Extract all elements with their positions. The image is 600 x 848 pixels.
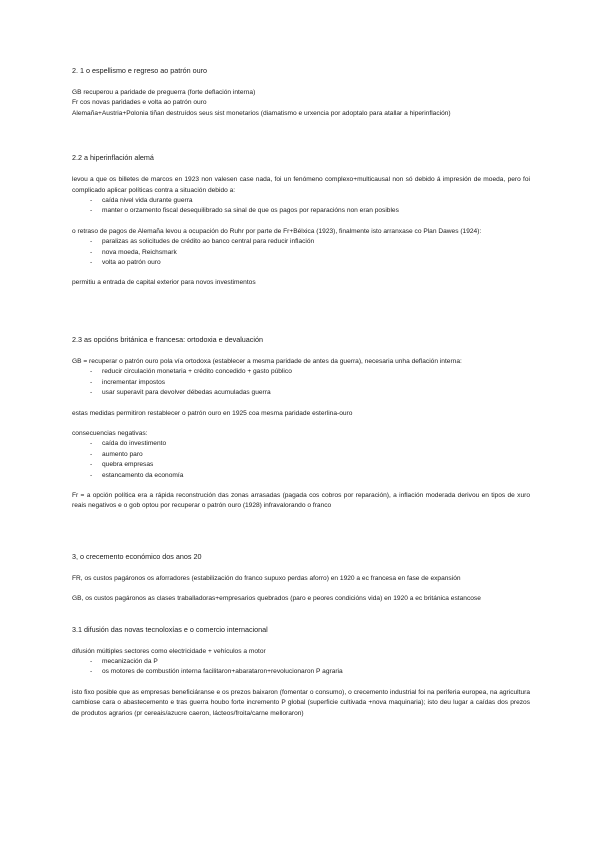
spacer: [72, 481, 530, 491]
section-heading: 3, o crecemento económico dos anos 20: [72, 551, 202, 561]
paragraph: [72, 278, 530, 288]
section-heading: 3.1 difusión das novas tecnoloxías e o comercio internacional: [72, 624, 268, 634]
bullet-list: [72, 367, 530, 398]
spacer: [72, 399, 530, 409]
bullet-list: [72, 237, 530, 268]
spacer: [72, 584, 530, 594]
bullet-item: - os motores de combustión interna facilitaron+abarataron+revolucionaron P agraria: [72, 667, 530, 677]
paragraph-line: estas medidas permitiron restablecer o patrón ouro en 1925 coa mesma paridade esterlina-ouro: [72, 409, 353, 417]
bullet-item: - mecanización da P: [72, 657, 530, 667]
section: [72, 625, 530, 719]
bullet-item: - incrementar impostos: [72, 378, 530, 388]
paragraph: [72, 647, 530, 657]
bullet-item: - aumento paro: [72, 450, 530, 460]
section-heading: 2.2 a hiperinflación alemá: [72, 153, 154, 163]
paragraph-line: Alemaña+Austria+Polonia tiñan destruídos seus sist monetarios (diamatismo e urxencia por adoptalo para atallar a hiperinflación): [72, 109, 451, 117]
paragraph-line: permitiu a entrada de capital exterior para novos investimentos: [72, 279, 256, 287]
bullet-item: - nova moeda, Reichsmark: [72, 248, 530, 258]
section: [72, 66, 530, 153]
bullet-item: - estancamento da economía: [72, 471, 530, 481]
bullet-item: - manter o orzamento fiscal desequilibrado sa sinal de que os pagos por reparacións non eran posibles: [72, 206, 530, 216]
paragraph-line: GB recuperou a paridade de preguerra (forte deflación interna): [72, 89, 256, 96]
bullet-item: - reducir circulación monetaria + crédito concedido + gasto público: [72, 367, 530, 377]
bullet-item: - paralizas as solicitudes de crédito ao banco central para reducir inflación: [72, 237, 530, 247]
paragraph: [72, 409, 530, 419]
paragraph-line: isto fixo posible que as empresas beneficiáranse e os prezos baixaron (fomentar o consumo), o crecemento industrial foi na periferia europea, na agricultura cambiose cara o abastecemento e tras guerra houbo forte incremento P global (superficie cultivada +nova maquinaria); isto deu lugar a caídas dos prezos de produtos agrarios (pr cereais/azucre caeron, lácteos/froita/carne melloraron): [72, 688, 530, 717]
paragraph: [72, 429, 530, 439]
section: [72, 335, 530, 552]
section-spacer: [72, 119, 530, 153]
paragraph: [72, 88, 530, 119]
paragraph: [72, 227, 530, 237]
bullet-list: [72, 439, 530, 481]
paragraph-line: FR, os custos pagáronos os aforradores (estabilización do franco supuxo perdas aforro) en 1920 a ec francesa en fase de expansión: [72, 574, 461, 582]
bullet-item: - usar superavit para devolver débedas acumuladas guerra: [72, 388, 530, 398]
paragraph-line: difusión múltiples sectores como electricidade + vehículos a motor: [72, 647, 266, 655]
paragraph: [72, 574, 530, 584]
paragraph-line: o retraso de pagos de Alemaña levou a ocupación do Ruhr por parte de Fr+Bélxica (1923), finalmente isto arranxase co Plan Dawes (1924):: [72, 227, 482, 235]
document-page: [72, 66, 530, 719]
paragraph: [72, 175, 530, 196]
spacer: [72, 217, 530, 227]
section-spacer: [72, 605, 530, 625]
section: [72, 153, 530, 335]
paragraph-line: Fr cos novas paridades e volta ao patrón ouro: [72, 99, 207, 107]
section-heading: 2. 1 o espellismo e regreso ao patrón ouro: [72, 66, 208, 75]
bullet-item: - volta ao patrón ouro: [72, 258, 530, 268]
section: [72, 552, 530, 625]
bullet-item: - caída nivel vida durante guerra: [72, 196, 530, 206]
paragraph: [72, 491, 530, 512]
paragraph: [72, 594, 530, 604]
paragraph-line: GB, os custos pagáronos as clases traballadoras+empresarios quebrados (paro e peores condicións vida) en 1920 a ec británica estancose: [72, 595, 481, 603]
spacer: [72, 678, 530, 688]
bullet-item: - quebra empresas: [72, 460, 530, 470]
bullet-list: [72, 196, 530, 217]
bullet-item: - caída do investimento: [72, 439, 530, 449]
section-spacer: [72, 512, 530, 552]
paragraph: [72, 688, 530, 719]
spacer: [72, 268, 530, 278]
paragraph-line: consecuencias negativas:: [72, 429, 148, 437]
paragraph-line: GB = recuperar o patrón ouro pola vía ortodoxa (establecer a mesma paridade de antes da guerra), necesaria unha deflación interna:: [72, 357, 462, 365]
bullet-list: [72, 657, 530, 678]
spacer: [72, 419, 530, 429]
paragraph: [72, 357, 530, 367]
paragraph-line: levou a que os billetes de marcos en 1923 non valesen case nada, foi un fenómeno complexo+multicausal non só debido á impresión de moeda, pero foi complicado aplicar políticas contra a situación debido a:: [72, 176, 530, 194]
section-spacer: [72, 289, 530, 335]
paragraph-line: Fr = a opción política era a rápida reconstrución das zonas arrasadas (pagada cos cobros por reparación), a inflación moderada derivou en tipos de xuro reais negativos e o gob optou por recuperar o patrón ouro (1928) infravalorando o franco: [72, 491, 530, 510]
section-heading: 2.3 as opcións británica e francesa: ortodoxia e devaluación: [72, 334, 263, 344]
